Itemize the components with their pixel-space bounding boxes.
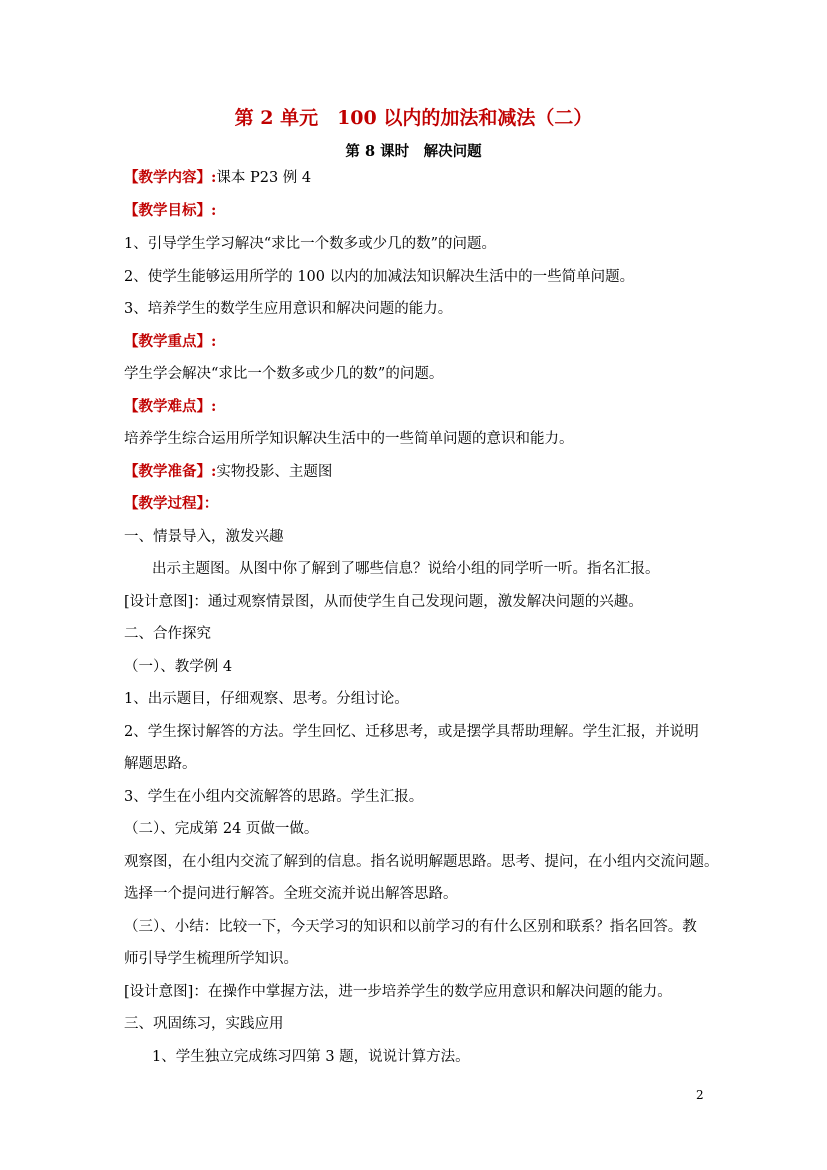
difficulty-text: 培养学生综合运用所学知识解决生活中的一些简单问题的意识和能力。 bbox=[124, 431, 574, 447]
process-line: 1、学生独立完成练习四第 3 题，说说计算方法。 bbox=[152, 1049, 470, 1065]
process-label: 【教学过程】： bbox=[124, 495, 219, 512]
content-value: 课本 P23 例 4 bbox=[216, 170, 312, 186]
process-line: （三）、小结：比较一下，今天学习的知识和以前学习的有什么区别和联系？指名回答。教 bbox=[124, 919, 697, 935]
process-line: 2、学生探讨解答的方法。学生回忆、迁移思考，或是摆学具帮助理解。学生汇报，并说明 bbox=[124, 724, 699, 740]
difficulty-label: 【教学难点】: bbox=[124, 398, 217, 415]
content-label: 【教学内容】: bbox=[124, 169, 217, 186]
process-line: 三、巩固练习，实践应用 bbox=[124, 1016, 284, 1032]
process-line: 观察图，在小组内交流了解到的信息。指名说明解题思路。思考、提问，在小组内交流问题。 bbox=[124, 854, 719, 870]
process-line: （一）、教学例 4 bbox=[124, 659, 233, 675]
process-line: 一、情景导入，激发兴趣 bbox=[124, 529, 284, 545]
key-text: 学生学会解决“求比一个数多或少几的数”的问题。 bbox=[124, 366, 444, 382]
process-line: [设计意图]：在操作中掌握方法，进一步培养学生的数学应用意识和解决问题的能力。 bbox=[124, 984, 672, 1000]
process-line: 解题思路。 bbox=[124, 756, 197, 772]
key-label: 【教学重点】: bbox=[124, 333, 217, 350]
prep-line bbox=[124, 462, 714, 482]
process-line: 出示主题图。从图中你了解到了哪些信息？说给小组的同学听一听。指名汇报。 bbox=[152, 561, 660, 577]
prep-value: 实物投影、主题图 bbox=[216, 464, 333, 480]
process-line: 1、出示题目，仔细观察、思考。分组讨论。 bbox=[124, 691, 409, 707]
process-line: [设计意图]：通过观察情景图，从而使学生自己发现问题，激发解决问题的兴趣。 bbox=[124, 594, 643, 610]
process-line: 师引导学生梳理所学知识。 bbox=[124, 951, 298, 967]
process-line: 二、合作探究 bbox=[124, 626, 211, 642]
process-line: （二）、完成第 24 页做一做。 bbox=[124, 821, 319, 837]
lesson-subtitle: 第 8 课时 解决问题 bbox=[345, 143, 482, 160]
process-line: 3、学生在小组内交流解答的思路。学生汇报。 bbox=[124, 789, 424, 805]
page-number: 2 bbox=[696, 1088, 704, 1102]
page-title: 第 2 单元 100 以内的加法和减法（二） bbox=[234, 107, 593, 129]
goal-item: 1、引导学生学习解决“求比一个数多或少几的数”的问题。 bbox=[124, 236, 497, 252]
prep-label: 【教学准备】: bbox=[124, 463, 217, 480]
goal-item: 3、培养学生的数学生应用意识和解决问题的能力。 bbox=[124, 301, 453, 317]
process-line: 选择一个提问进行解答。全班交流并说出解答思路。 bbox=[124, 886, 458, 902]
goals-label: 【教学目标】: bbox=[124, 202, 217, 219]
content-line bbox=[124, 168, 714, 188]
goal-item: 2、使学生能够运用所学的 100 以内的加减法知识解决生活中的一些简单问题。 bbox=[124, 269, 635, 285]
